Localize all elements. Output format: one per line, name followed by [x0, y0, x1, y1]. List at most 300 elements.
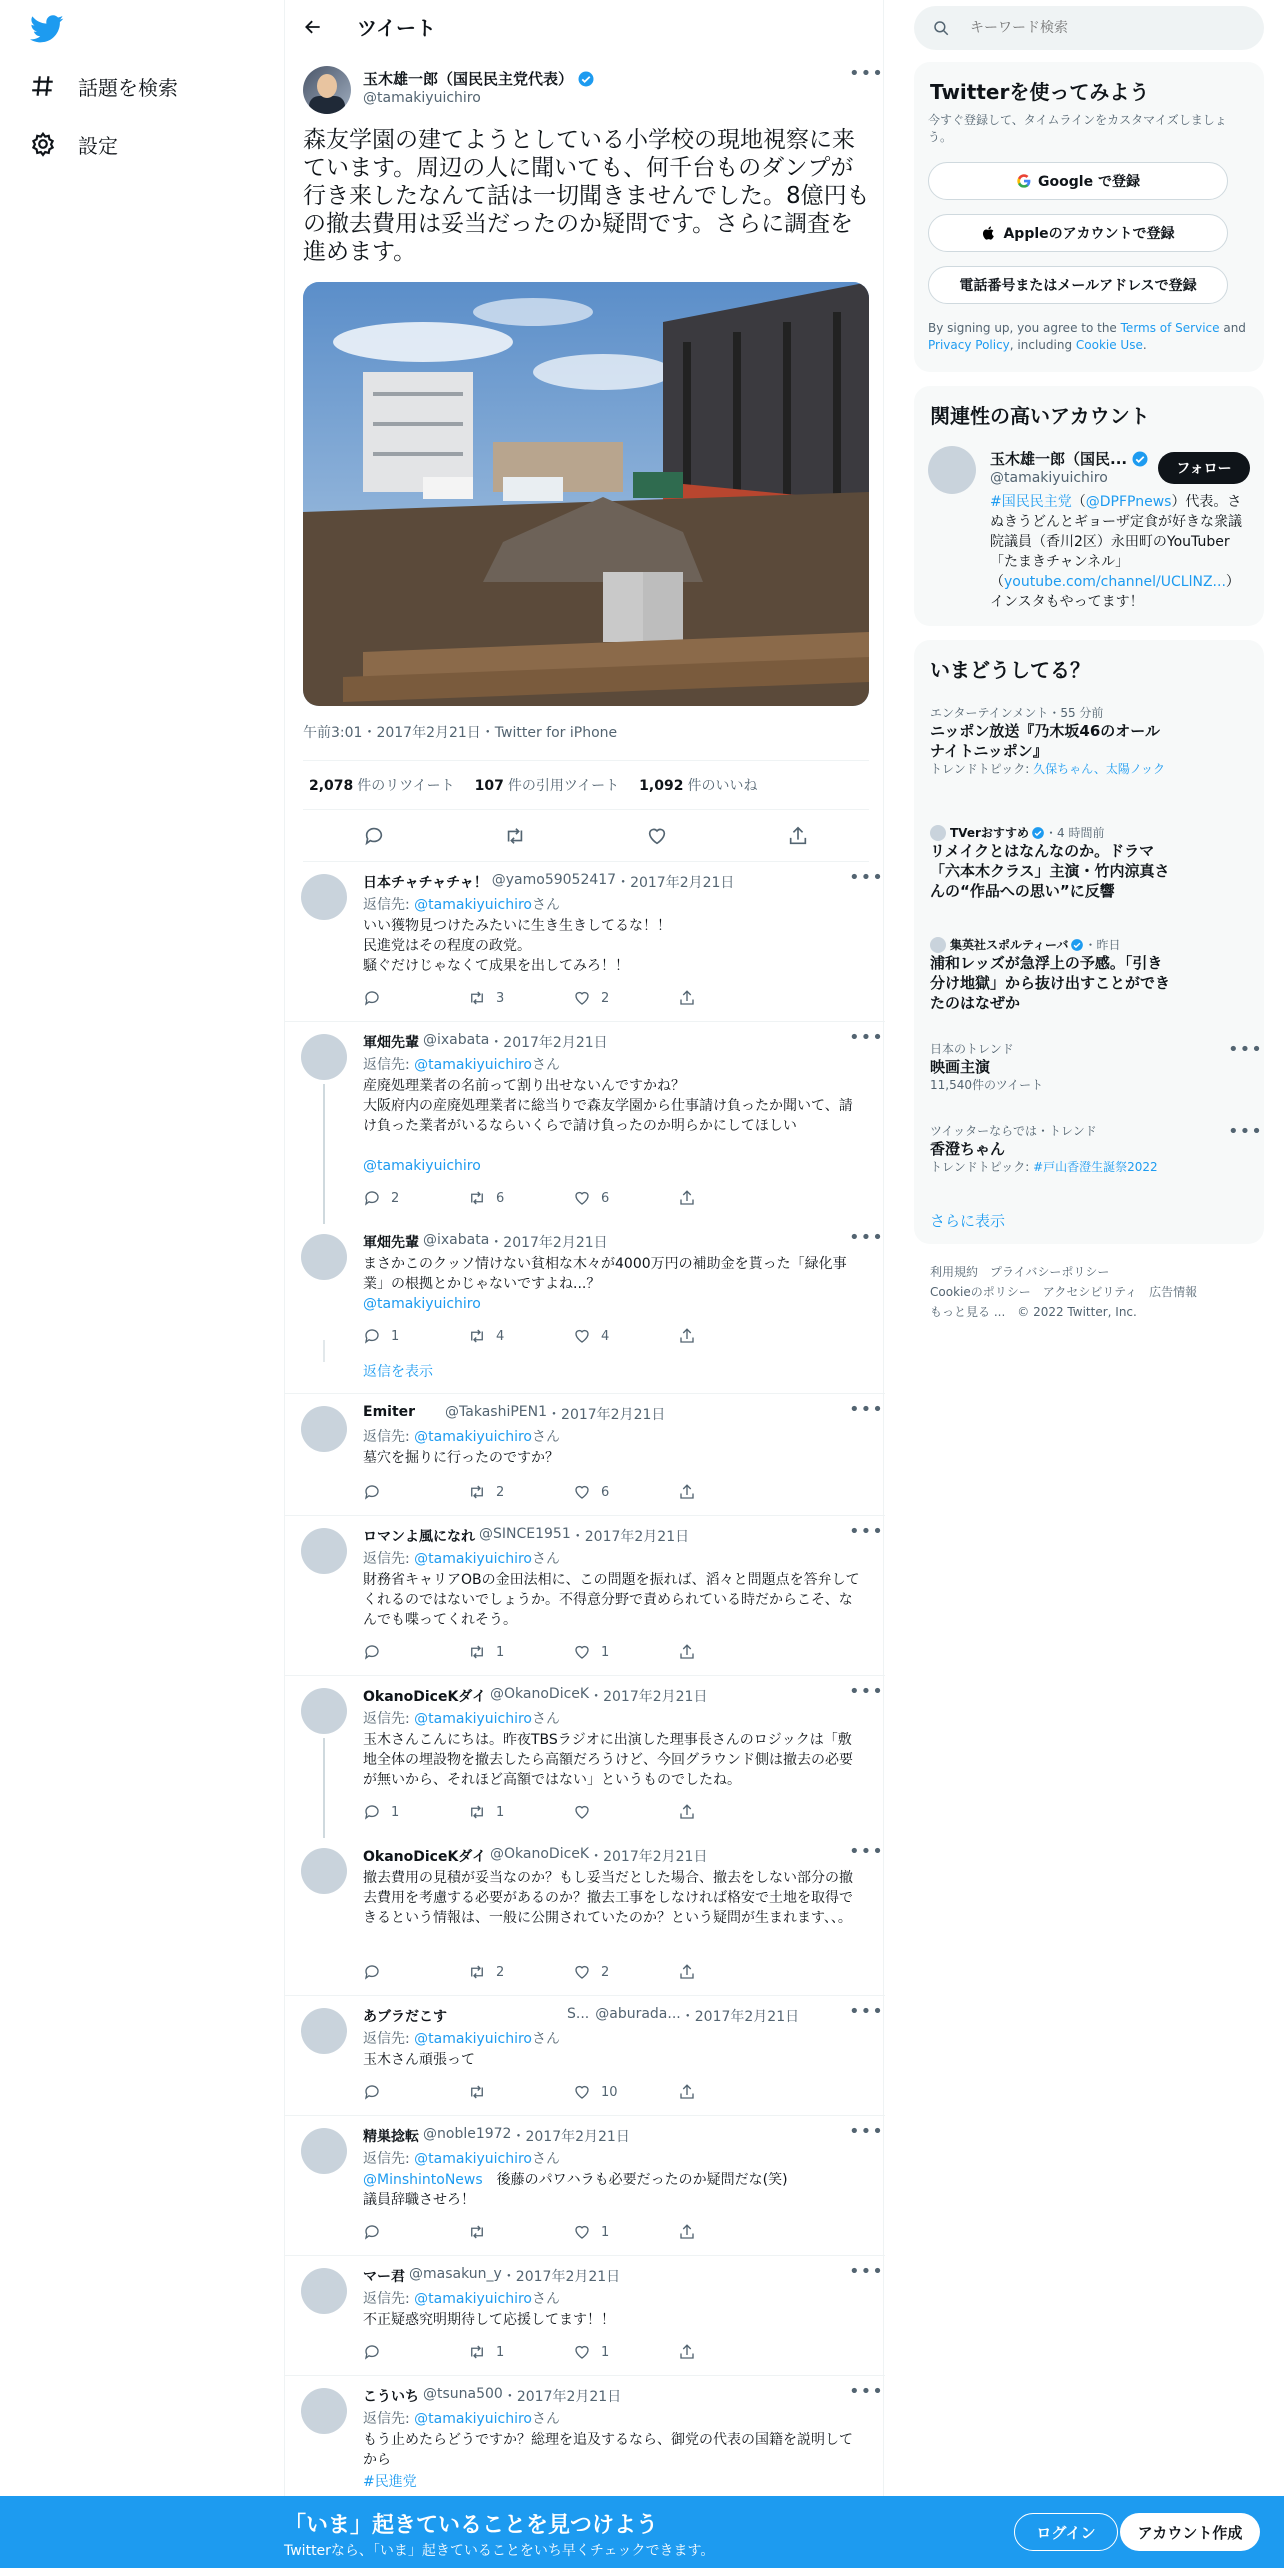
more-options-icon[interactable]: ••• [849, 63, 884, 84]
reply-share-button[interactable] [678, 1642, 783, 1662]
reply-to-suffix: さん [531, 1429, 560, 1445]
like-icon [573, 1803, 591, 1821]
like-count: 6 [601, 1190, 610, 1206]
more-options-icon[interactable]: ••• [849, 1227, 884, 1248]
reply-to-suffix: さん [531, 1551, 560, 1567]
reply-retweet-button[interactable] [468, 2342, 573, 2362]
reply-icon [363, 989, 381, 1007]
reply-like-button[interactable] [573, 1326, 678, 1346]
trend-topics-link[interactable]: #戸山香澄生誕祭2022 [1033, 1160, 1158, 1174]
apple-signup-label: Appleのアカウントで登録 [1003, 226, 1175, 242]
like-icon [573, 1643, 591, 1661]
reply-to-link[interactable]: @tamakiyuichiro [414, 1429, 532, 1445]
reply-avatar[interactable] [301, 1848, 347, 1894]
reply-to-label: 返信先: [363, 1711, 415, 1727]
retweet-count[interactable] [309, 775, 455, 795]
share-icon [678, 1483, 696, 1501]
reply-name[interactable]: OkanoDiceKダイ [363, 1689, 487, 1705]
reply-reply-button[interactable] [363, 1482, 468, 1502]
reply-like-button[interactable] [573, 1962, 678, 1982]
reply-avatar[interactable] [301, 874, 347, 920]
apple-signup-button[interactable] [928, 214, 1228, 252]
reply-name[interactable]: マー君 [363, 2269, 405, 2285]
trend-source-name: TVerおすすめ [950, 826, 1029, 840]
reply-item[interactable] [285, 1222, 885, 1394]
reply-reply-button[interactable] [363, 1802, 468, 1822]
like-count: 4 [601, 1328, 610, 1344]
reply-share-button[interactable] [678, 2222, 783, 2242]
reply-avatar[interactable] [301, 2388, 347, 2434]
reply-icon [363, 2083, 381, 2101]
reply-like-button[interactable] [573, 1642, 678, 1662]
more-options-icon[interactable]: ••• [849, 2001, 884, 2022]
reply-actions [363, 2222, 783, 2242]
trend-topics-label: トレンドトピック: [930, 1160, 1034, 1174]
retweet-icon [468, 1803, 486, 1821]
more-options-icon[interactable]: ••• [849, 2261, 884, 2282]
related-account-name[interactable] [990, 448, 1149, 469]
reply-item[interactable] [285, 2116, 885, 2256]
retweet-icon [468, 2343, 486, 2361]
reply-like-button[interactable] [573, 1188, 678, 1208]
reply-count: 1 [391, 1804, 400, 1820]
reply-retweet-button[interactable] [468, 2082, 573, 2102]
reply-handle[interactable]: @noble1972 [423, 2126, 512, 2142]
thread-line [323, 1340, 325, 1362]
author-avatar[interactable] [303, 66, 351, 114]
search-input[interactable] [970, 20, 1230, 36]
signup-card [914, 62, 1264, 372]
signup-card-title: Twitterを使ってみよう [930, 80, 1150, 104]
related-account-handle[interactable]: @tamakiyuichiro [990, 470, 1108, 486]
footer-line-2[interactable]: Cookieのポリシー アクセシビリティ 広告情報 [930, 1285, 1198, 1299]
reply-avatar[interactable] [301, 1034, 347, 1080]
reply-to-label: 返信先: [363, 2411, 415, 2427]
share-icon [678, 1963, 696, 1981]
reply-header [363, 2386, 621, 2406]
reply-reply-button[interactable] [363, 2082, 468, 2102]
reply-item[interactable] [285, 1676, 885, 1836]
mention-link[interactable]: @tamakiyuichiro [363, 1158, 481, 1174]
reply-date[interactable]: ・2017年2月21日 [489, 1235, 608, 1251]
nav-explore[interactable] [30, 66, 178, 106]
more-options-icon[interactable]: ••• [849, 2381, 884, 2402]
retweet-icon [468, 1963, 486, 1981]
reply-like-button[interactable] [573, 2222, 678, 2242]
like-icon [573, 2083, 591, 2101]
share-icon [678, 2083, 696, 2101]
related-account-name-text: 玉木雄一郎（国民... [990, 450, 1128, 468]
more-options-icon[interactable]: ••• [849, 867, 884, 888]
reply-reply-button[interactable] [363, 1326, 468, 1346]
reply-reply-button[interactable] [363, 1642, 468, 1662]
reply-date[interactable]: ・2017年2月21日 [547, 1407, 666, 1423]
signup-legal-text [928, 320, 1248, 354]
footer-links [930, 1262, 1250, 1322]
reply-text: いい獲物見つけたみたいに生き生きしてるな！！ 民進党はその程度の政党。 騒ぐだけじゃなくて成果を出してみろ！！ [363, 918, 671, 974]
main-header [285, 0, 885, 53]
reply-to [363, 1708, 560, 1728]
mention-link[interactable]: @MinshintoNews [363, 2172, 483, 2188]
like-count-value: 1,092 [639, 778, 684, 794]
like-count: 1 [601, 2344, 610, 2360]
reply-like-button[interactable] [573, 1802, 678, 1822]
reply-header [363, 2126, 630, 2146]
reply-header [363, 872, 734, 892]
bio-mention-link[interactable]: @DPFPnews [1085, 494, 1172, 510]
follow-button[interactable]: フォロー [1158, 452, 1250, 484]
reply-avatar[interactable] [301, 1234, 347, 1280]
retweet-count-value: 2,078 [309, 778, 354, 794]
like-icon [573, 1483, 591, 1501]
reply-like-button[interactable] [573, 2342, 678, 2362]
reply-retweet-button[interactable] [468, 1188, 573, 1208]
reply-text: 玉木さんこんにちは。昨夜TBSラジオに出演した理事長さんのロジックは「敷地全体の埋設物を撤去したら高額だろうけど、今回グラウンド側は撤去の必要が無いから、それほど高額ではない」というものでしたね。 [363, 1732, 853, 1788]
reply-actions [363, 1188, 783, 1208]
reply-name[interactable]: Emiter [363, 1404, 416, 1420]
reply-item[interactable] [285, 1516, 885, 1676]
reply-item[interactable] [285, 2256, 885, 2376]
reply-date[interactable]: ・2017年2月21日 [570, 1529, 690, 1545]
reply-icon [363, 1327, 381, 1345]
reply-avatar[interactable] [301, 2008, 347, 2054]
reply-retweet-button[interactable] [468, 1326, 573, 1346]
reply-retweet-button[interactable] [468, 1642, 573, 1662]
reply-item[interactable] [285, 1022, 885, 1222]
reply-to-link[interactable]: @tamakiyuichiro [414, 1711, 532, 1727]
trend-source [930, 936, 1250, 953]
reply-text: 財務省キャリアOBの金田法相に、この問題を振れば、滔々と問題点を答弁してくれるのではないでしょうか。不得意分野で責められている時だからこそ、なんでも喋ってくれそう。 [363, 1572, 860, 1628]
reply-header [363, 1032, 608, 1052]
google-signup-button[interactable] [928, 162, 1228, 200]
more-options-icon[interactable]: ••• [849, 1521, 884, 1542]
reply-icon [363, 1483, 381, 1501]
reply-date[interactable]: ・2017年2月21日 [511, 2129, 630, 2145]
reply-to-link[interactable]: @tamakiyuichiro [414, 2151, 532, 2167]
tweet-photo[interactable] [303, 282, 869, 706]
reply-to-link[interactable]: @tamakiyuichiro [414, 1551, 532, 1567]
bottom-signup-bar [0, 2496, 1284, 2568]
retweet-count: 1 [496, 2344, 505, 2360]
reply-to-link[interactable]: @tamakiyuichiro [414, 2031, 532, 2047]
reply-retweet-button[interactable] [468, 2222, 573, 2242]
bio-text-1: （ [1071, 494, 1086, 510]
reply-text: もう止めたらどうですか？総理を追及するなら、御党の代表の国籍を説明してから [363, 2432, 853, 2468]
trend-name: 香澄ちゃん [930, 1140, 1006, 1158]
author-name-text: 玉木雄一郎（国民民主党代表） [363, 70, 574, 88]
reply-actions [363, 2342, 783, 2362]
reply-count: 1 [391, 1328, 400, 1344]
reply-share-button[interactable] [678, 2082, 783, 2102]
reply-handle[interactable]: @SINCE1951 [479, 1526, 571, 1542]
apple-icon [981, 225, 997, 241]
reply-handle[interactable]: @ixabata [423, 1232, 490, 1248]
like-count: 2 [601, 990, 610, 1006]
reply-share-button[interactable] [678, 2342, 783, 2362]
google-signup-label: Google で登録 [1038, 174, 1140, 190]
like-count: 1 [601, 2224, 610, 2240]
reply-icon [363, 1189, 381, 1207]
trend-more-icon[interactable]: ••• [1228, 1121, 1263, 1142]
reply-to [363, 1548, 560, 1568]
bio-text-2: ）代表。さぬきうどんとギョーザ定食が好きな衆議院議員（香川2区）永田町のYouTuber「たまきチャンネル」（ [990, 494, 1242, 590]
trend-meta: 日本のトレンド [930, 1042, 1014, 1056]
show-more-link[interactable]: さらに表示 [930, 1212, 1006, 1230]
reply-name-extra: S... [567, 2006, 590, 2022]
reply-actions [363, 2082, 783, 2102]
reply-actions [363, 1482, 783, 1502]
legal-text-1: By signing up, you agree to the [928, 321, 1121, 335]
reply-share-button[interactable] [678, 1188, 783, 1208]
reply-retweet-button[interactable] [468, 1802, 573, 1822]
reply-name[interactable]: 日本チャチャチャ！ [363, 875, 488, 891]
share-icon [678, 1189, 696, 1207]
trend-tweet-count: 11,540件のツイート [930, 1078, 1044, 1092]
reply-item[interactable] [285, 1394, 885, 1516]
login-button[interactable]: ログイン [1014, 2513, 1118, 2551]
reply-icon[interactable] [363, 825, 385, 847]
cookie-use-link[interactable]: Cookie Use [1075, 338, 1143, 352]
trend-time: ・昨日 [1084, 938, 1121, 952]
quote-count-label: 件の引用ツイート [507, 778, 620, 794]
show-replies-link[interactable]: 返信を表示 [363, 1364, 433, 1380]
reply-to-suffix: さん [531, 897, 560, 913]
footer-line-1[interactable]: 利用規約 プライバシーポリシー [930, 1265, 1110, 1279]
reply-text: 撤去費用の見積が妥当なのか？もし妥当だとした場合、撤去をしない部分の撤去費用を考慮する必要があるのか？撤去工事をしなければ格安で土地を取得できるという情報は、一般に公開されていたのか？という疑問が生まれます、、。 [363, 1870, 853, 1926]
reply-handle[interactable]: @aburada... [595, 2006, 681, 2022]
google-icon [1016, 173, 1032, 189]
retweet-icon [468, 1483, 486, 1501]
reply-icon [363, 1643, 381, 1661]
reply-retweet-button[interactable] [468, 1962, 573, 1982]
like-count: 6 [601, 1484, 610, 1500]
like-icon [573, 2343, 591, 2361]
trend-item[interactable] [930, 704, 1250, 778]
reply-to-label: 返信先: [363, 1429, 415, 1445]
reply-actions [363, 1326, 783, 1346]
phone-email-signup-label: 電話番号またはメールアドレスで登録 [959, 278, 1197, 294]
nav-settings[interactable] [30, 124, 118, 164]
reply-item[interactable] [285, 1836, 885, 1996]
quote-count-value: 107 [474, 778, 504, 794]
more-options-icon[interactable]: ••• [849, 1681, 884, 1702]
reply-reply-button[interactable] [363, 2222, 468, 2242]
reply-header [363, 1404, 665, 1424]
reply-to-link[interactable]: @tamakiyuichiro [414, 2411, 532, 2427]
reply-retweet-button[interactable] [468, 988, 573, 1008]
reply-header [363, 1526, 689, 1546]
share-icon[interactable] [787, 825, 809, 847]
footer-line-3[interactable]: もっと見る ... © 2022 Twitter, Inc. [930, 1305, 1137, 1319]
reply-share-button[interactable] [678, 988, 783, 1008]
reply-item[interactable] [285, 1996, 885, 2116]
trend-name: 映画主演 [930, 1058, 991, 1076]
retweet-count: 3 [496, 990, 505, 1006]
related-account-bio [990, 492, 1252, 612]
reply-to-suffix: さん [531, 1711, 560, 1727]
reply-icon [363, 2223, 381, 2241]
reply-like-button[interactable] [573, 988, 678, 1008]
terms-of-service-link[interactable]: Terms of Service [1120, 321, 1220, 335]
construction-site-photo [303, 282, 869, 706]
back-arrow-icon[interactable] [303, 17, 323, 37]
reply-name[interactable]: こういち [363, 2389, 419, 2405]
like-icon[interactable] [646, 825, 668, 847]
reply-item[interactable] [285, 862, 885, 1022]
reply-actions [363, 1962, 783, 1982]
tweet-timestamp[interactable]: 午前3:01・2017年2月21日・Twitter for iPhone [303, 725, 618, 741]
bio-url-link[interactable]: youtube.com/channel/UCLlNZ... [1004, 574, 1226, 590]
trend-item[interactable] [930, 824, 1250, 901]
retweet-icon [468, 2223, 486, 2241]
retweet-icon [468, 1643, 486, 1661]
legal-text-2: and [1219, 321, 1246, 335]
source-avatar [930, 825, 946, 841]
like-count[interactable] [639, 775, 757, 795]
reply-reply-button[interactable] [363, 2342, 468, 2362]
twitter-bird-icon[interactable] [30, 12, 64, 46]
mention-link[interactable]: @tamakiyuichiro [363, 1296, 481, 1312]
reply-to-link[interactable]: @tamakiyuichiro [414, 1057, 532, 1073]
more-options-icon[interactable]: ••• [849, 2121, 884, 2142]
reply-share-button[interactable] [678, 1802, 783, 1822]
nav-explore-label: 話題を検索 [78, 75, 178, 100]
trend-topics-link[interactable]: 久保ちゃん、太陽ノック [1033, 762, 1165, 776]
reply-name[interactable]: 軍畑先輩 [363, 1035, 419, 1051]
reply-share-button[interactable] [678, 1326, 783, 1346]
more-options-icon[interactable]: ••• [849, 1841, 884, 1862]
reply-avatar[interactable] [301, 2268, 347, 2314]
reply-date[interactable]: ・2017年2月21日 [589, 1689, 708, 1705]
trend-item[interactable] [930, 1121, 1263, 1176]
reply-to-label: 返信先: [363, 897, 415, 913]
reply-date[interactable]: ・2017年2月21日 [489, 1035, 608, 1051]
retweet-count: 1 [496, 1644, 505, 1660]
reply-share-button[interactable] [678, 1962, 783, 1982]
reply-date[interactable]: ・2017年2月21日 [589, 1849, 708, 1865]
reply-to [363, 1426, 560, 1446]
reply-reply-button[interactable] [363, 1962, 468, 1982]
retweet-count: 2 [496, 1484, 505, 1500]
reply-date[interactable]: ・2017年2月21日 [501, 2269, 621, 2285]
like-count: 10 [601, 2084, 618, 2100]
reply-text: 産廃処理業者の名前って割り出せないんですかね？ 大阪府内の産廃処理業者に総当りで森友学園から仕事請け負ったか聞いて、請け負った業者がいるならいくらで請け負ったのか明らかにしてほしい [363, 1078, 853, 1134]
reply-to-label: 返信先: [363, 1057, 415, 1073]
reply-to [363, 2408, 560, 2428]
reply-share-button[interactable] [678, 1482, 783, 1502]
hashtag-link[interactable]: #民進党 [363, 2474, 417, 2490]
reply-handle[interactable]: @TakashiPEN1 [445, 1404, 548, 1420]
retweet-icon[interactable] [504, 825, 526, 847]
reply-name[interactable]: 軍畑先輩 [363, 1235, 419, 1251]
search-bar[interactable] [914, 6, 1264, 50]
retweet-icon [468, 1327, 486, 1345]
trend-more-icon[interactable]: ••• [1228, 1039, 1263, 1060]
author-name[interactable] [363, 68, 595, 89]
reply-name[interactable]: OkanoDiceKダイ [363, 1849, 487, 1865]
reply-to-label: 返信先: [363, 1551, 415, 1567]
reply-to-label: 返信先: [363, 2291, 415, 2307]
verified-badge-icon [577, 70, 595, 88]
reply-handle[interactable]: @yamo59052417 [491, 872, 617, 888]
trend-time: ・4 時間前 [1045, 826, 1105, 840]
reply-name[interactable]: ロマンよ風になれ [363, 1529, 475, 1545]
more-options-icon[interactable]: ••• [849, 1399, 884, 1420]
reply-handle[interactable]: @tsuna500 [423, 2386, 503, 2402]
privacy-policy-link[interactable]: Privacy Policy [928, 338, 1010, 352]
like-icon [573, 1963, 591, 1981]
like-icon [573, 2223, 591, 2241]
reply-avatar[interactable] [301, 1406, 347, 1452]
reply-handle[interactable]: @ixabata [423, 1032, 490, 1048]
trend-meta: ツイッターならでは・トレンド [930, 1124, 1097, 1138]
reply-actions [363, 988, 783, 1008]
search-icon [932, 19, 950, 37]
phone-email-signup-button[interactable] [928, 266, 1228, 304]
like-icon [573, 989, 591, 1007]
reply-to-suffix: さん [531, 1057, 560, 1073]
reply-to-label: 返信先: [363, 2031, 415, 2047]
reply-reply-button[interactable] [363, 1188, 468, 1208]
reply-handle[interactable]: @OkanoDiceK [490, 1686, 590, 1702]
reply-name[interactable]: あブラだこす [363, 2009, 447, 2025]
reply-avatar[interactable] [301, 2128, 347, 2174]
reply-avatar[interactable] [301, 1688, 347, 1734]
retweet-count: 6 [496, 1190, 505, 1206]
trend-item[interactable] [930, 1039, 1263, 1094]
reply-header [363, 2006, 799, 2026]
reply-handle[interactable]: @OkanoDiceK [490, 1846, 590, 1862]
trend-item[interactable] [930, 936, 1250, 1013]
author-handle[interactable]: @tamakiyuichiro [363, 90, 481, 106]
page-title: ツイート [357, 16, 436, 40]
related-account-avatar[interactable] [928, 446, 976, 494]
verified-badge-icon [1070, 938, 1084, 952]
reply-text-body: 後藤のパワハラも必要だったのか疑問だな(笑) 議員辞職させろ！ [363, 2172, 788, 2208]
reply-like-button[interactable] [573, 1482, 678, 1502]
reply-item[interactable] [285, 2376, 885, 2496]
related-accounts-card [914, 386, 1264, 626]
trend-source-name: 集英社スポルティーバ [950, 938, 1069, 952]
like-icon [573, 1189, 591, 1207]
reply-to-suffix: さん [531, 2031, 560, 2047]
legal-text-3: , including [1009, 338, 1076, 352]
trend-name: 浦和レッズが急浮上の予感。「引き分け地獄」から抜け出すことができたのはなぜか [930, 954, 1171, 1012]
bio-hashtag-link[interactable]: #国民民主党 [990, 494, 1072, 510]
reply-like-button[interactable] [573, 2082, 678, 2102]
reply-reply-button[interactable] [363, 988, 468, 1008]
trend-name: リメイクとはなんなのか。ドラマ「六本木クラス」主演・竹内涼真さんの“作品への思い”に反響 [930, 842, 1170, 900]
reply-handle[interactable]: @masakun_y [409, 2266, 502, 2282]
thread-line [323, 1738, 325, 1838]
reply-to [363, 894, 560, 914]
bottom-bar-title: 「いま」起きていることを見つけよう [284, 2513, 659, 2538]
reply-date[interactable]: ・2017年2月21日 [502, 2389, 622, 2405]
reply-count: 2 [391, 1190, 400, 1206]
reply-name[interactable]: 精巣捻転 [363, 2129, 419, 2145]
reply-date[interactable]: ・2017年2月21日 [616, 875, 735, 891]
verified-badge-icon [1131, 450, 1149, 468]
quote-count[interactable] [475, 775, 620, 795]
reply-date[interactable]: ・2017年2月21日 [680, 2009, 800, 2025]
retweet-icon [468, 1189, 486, 1207]
reply-to-link[interactable]: @tamakiyuichiro [414, 2291, 532, 2307]
reply-retweet-button[interactable] [468, 1482, 573, 1502]
more-options-icon[interactable]: ••• [849, 1027, 884, 1048]
reply-avatar[interactable] [301, 1528, 347, 1574]
reply-to-link[interactable]: @tamakiyuichiro [414, 897, 532, 913]
create-account-button[interactable]: アカウント作成 [1120, 2513, 1260, 2551]
